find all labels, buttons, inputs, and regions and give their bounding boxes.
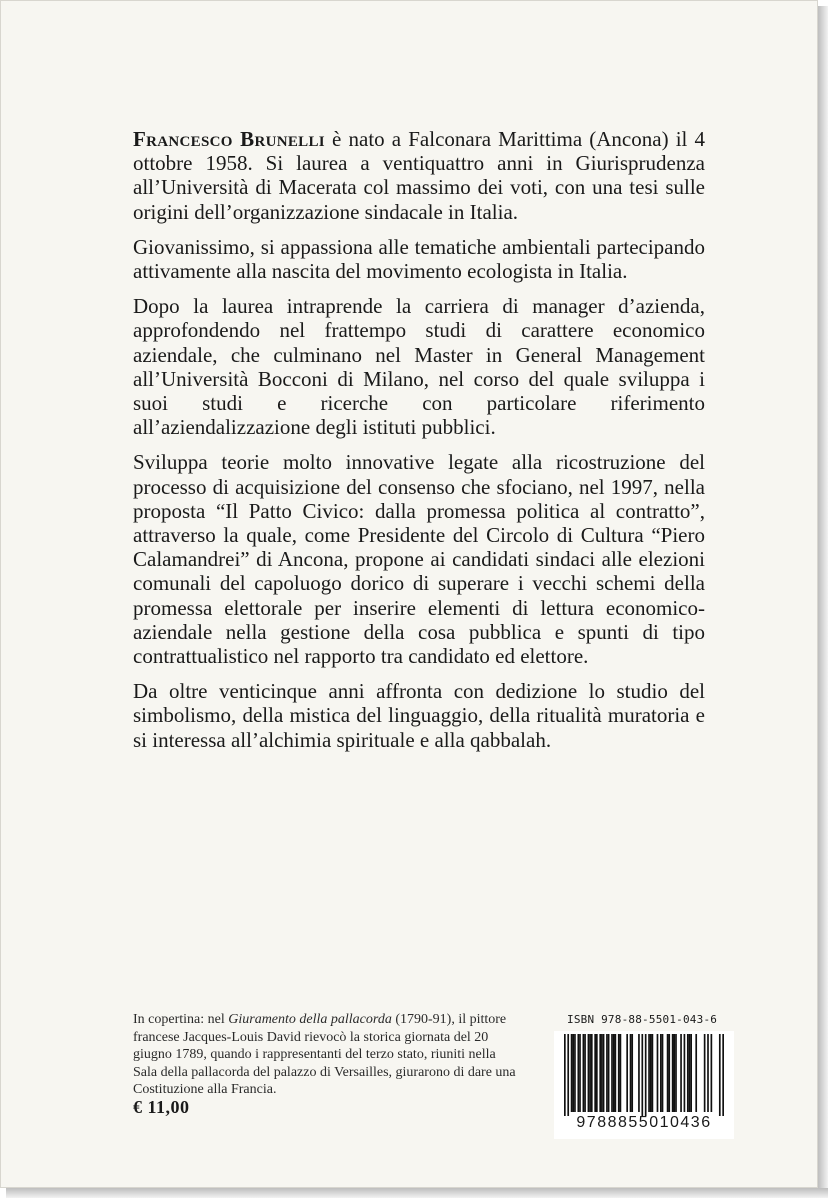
bio-paragraph-1: [133, 127, 705, 224]
caption-prefix: In copertina: nel: [133, 1012, 229, 1027]
barcode-bar: [577, 1034, 579, 1112]
isbn-label: ISBN 978-88-5501-043-6: [567, 1013, 718, 1026]
barcode-bar: [567, 1034, 569, 1116]
barcode-bar: [722, 1034, 724, 1116]
barcode-bar: [680, 1034, 682, 1112]
barcode-bar: [690, 1034, 692, 1112]
barcode-bar: [689, 1034, 691, 1112]
barcode-bar: [589, 1034, 591, 1112]
barcode-bar: [626, 1034, 628, 1112]
barcode-bar: [630, 1034, 632, 1112]
barcode-bar: [662, 1034, 664, 1112]
cover-caption: [133, 1011, 517, 1099]
bio-paragraph-2: Giovanissimo, si appassiona alle tematiche ambientali partecipando attivamente alla nascita del movimento ecologista in Italia.: [133, 234, 705, 284]
barcode-bar: [660, 1034, 662, 1112]
caption-text: (1790-91), il pittore francese Jacques-Louis David rievocò la storica giornata del 20 giugno 1789, quando i rappresentanti del terzo stato, riuniti nella Sala della pallacorda del palazzo di Versailles, giurarono di dare una Costituzione alla Francia.: [133, 1012, 516, 1098]
barcode-bar: [711, 1034, 713, 1112]
barcode-bar: [594, 1034, 596, 1112]
barcode-bar: [657, 1034, 659, 1112]
barcode-bar: [667, 1034, 669, 1112]
barcode-bar: [591, 1034, 593, 1112]
barcode-bar: [574, 1034, 576, 1112]
barcode-bar: [695, 1034, 697, 1112]
author-name: Francesco Brunelli: [133, 127, 325, 151]
barcode-bar: [668, 1034, 670, 1112]
barcode-bar: [645, 1034, 647, 1116]
barcode-bar: [606, 1034, 608, 1112]
page-shadow-bottom: [6, 1188, 828, 1198]
barcode-bar: [611, 1034, 613, 1112]
barcode-bar: [672, 1034, 674, 1112]
price-label: € 11,00: [133, 1097, 190, 1117]
barcode-bar: [652, 1034, 654, 1112]
barcode-bar: [687, 1034, 689, 1112]
barcode-bar: [620, 1034, 622, 1112]
barcode-bar: [572, 1034, 574, 1112]
barcode-bar: [684, 1034, 686, 1112]
bio-paragraph-5: Da oltre venticinque anni affronta con dedizione lo studio del simbolismo, della mistica del linguaggio, della ritualità muratoria e si interessa all’alchimia spirituale e alla qabbalah.: [133, 679, 705, 752]
barcode-bar: [650, 1034, 652, 1112]
barcode-bar: [719, 1034, 721, 1116]
barcode: [554, 1031, 734, 1139]
barcode-bar: [615, 1034, 617, 1112]
barcode-bar: [608, 1034, 610, 1112]
barcode-bar: [571, 1034, 573, 1112]
barcode-bar: [631, 1034, 633, 1112]
barcode-bar: [675, 1034, 677, 1112]
bio-paragraph-4: Sviluppa teorie molto innovative legate alla ricostruzione del processo di acquisizione del consenso che sfociano, nel 1997, nella proposta “Il Patto Civico: dalla promessa politica al contratto”, attraverso la quale, come Presidente del Circolo di Cultura “Piero Calamandrei” di Ancona, propone ai candidati sindaci alle elezioni comunali del capoluogo dorico di superare i vecchi schemi della promessa elettorale per inserire elementi di lettura economico-aziendale nella gestione della cosa pubblica e spunti di tipo contrattualistico nel rapporto tra candidato ed elettore.: [133, 450, 705, 669]
barcode-bar: [704, 1034, 706, 1112]
barcode-bar: [564, 1034, 566, 1116]
barcode-bar: [641, 1034, 643, 1116]
barcode-bar: [707, 1034, 709, 1112]
barcode-bar: [603, 1034, 605, 1112]
caption-artwork-title: Giuramento della pallacorda: [228, 1012, 392, 1027]
barcode-bar: [613, 1034, 615, 1112]
barcode-bar: [588, 1034, 590, 1112]
barcode-bar: [648, 1034, 650, 1112]
barcode-bar: [584, 1034, 586, 1112]
barcode-bars: [564, 1034, 724, 1116]
barcode-bar: [618, 1034, 620, 1112]
barcode-bar: [583, 1034, 585, 1112]
bio-paragraph-1-text: è nato a Falconara Marittima (Ancona) il 4 ottobre 1958. Si laurea a ventiquattro anni in Giurisprudenza all’Università di Macerata col massimo dei voti, con una tesi sulle origini dell’organizzazione sindacale in Italia.: [133, 127, 706, 224]
barcode-bar: [638, 1034, 640, 1112]
barcode-bar: [601, 1034, 603, 1112]
ean-digits: 9788855010436: [576, 1114, 712, 1131]
barcode-bar: [673, 1034, 675, 1112]
author-biography: [133, 127, 705, 763]
barcode-bar: [596, 1034, 598, 1112]
barcode-bar: [579, 1034, 581, 1112]
barcode-bar: [599, 1034, 601, 1112]
page-shadow-right: [818, 6, 828, 1194]
bio-paragraph-3: Dopo la laurea intraprende la carriera di manager d’azienda, approfondendo nel frattempo studi di carattere economico aziendale, che culminano nel Master in General Management all’Università Bocconi di Milano, nel corso del quale sviluppa i suoi studi e ricerche con particolare riferimento all’aziendalizzazione degli istituti pubblici.: [133, 294, 705, 440]
